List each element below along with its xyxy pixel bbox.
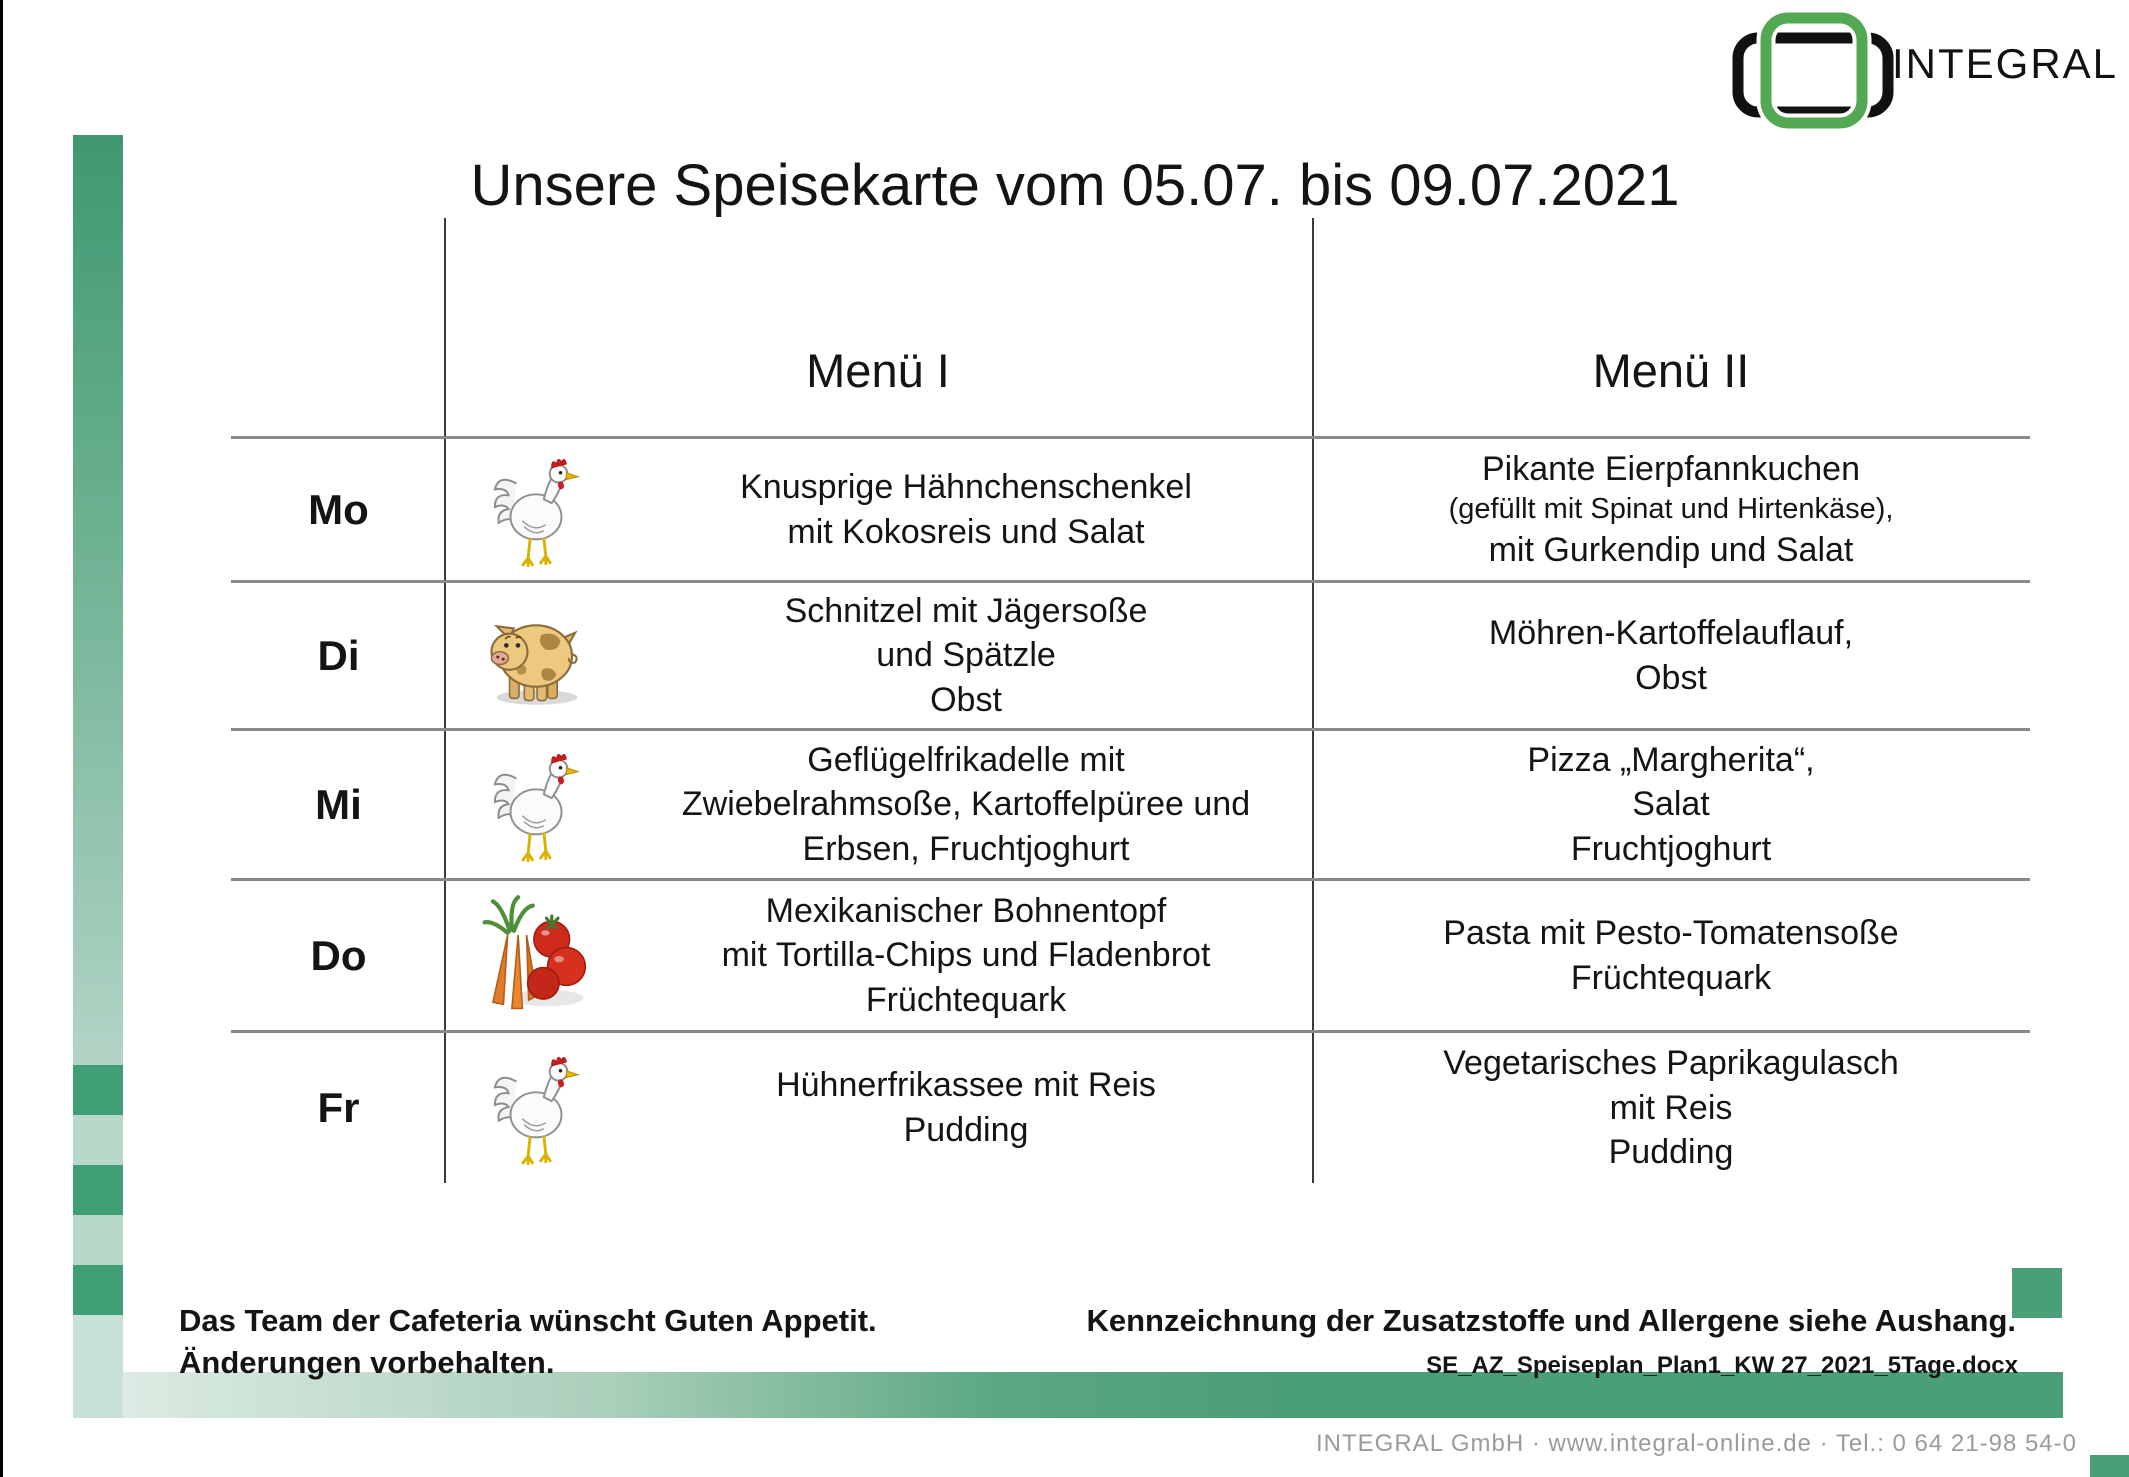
accent-square	[73, 1215, 123, 1265]
menu-line: mit Tortilla-Chips und Fladenbrot	[721, 936, 1211, 975]
accent-square	[73, 1165, 123, 1215]
left-accent-bar	[73, 135, 123, 1418]
day-label-di: Di	[317, 631, 360, 679]
footer-line: Änderungen vorbehalten.	[179, 1345, 555, 1381]
day-label-fr: Fr	[317, 1084, 360, 1131]
menu-line: Obst	[930, 680, 1002, 719]
chicken-icon	[452, 439, 620, 580]
day-label-mo: Mo	[308, 485, 369, 533]
menu-line: mit Gurkendip und Salat	[1488, 530, 1854, 569]
chicken-icon	[452, 731, 620, 878]
menu-line: Erbsen, Fruchtjoghurt	[802, 829, 1130, 868]
menu-line: Pasta mit Pesto-Tomatensoße	[1443, 913, 1899, 952]
menu-line: mit Kokosreis und Salat	[787, 512, 1145, 551]
menu-line: Mexikanischer Bohnentopf	[765, 891, 1167, 930]
page-left-border	[0, 0, 3, 1477]
menu-line: mit Reis	[1609, 1088, 1733, 1127]
accent-square	[73, 1065, 123, 1115]
menu1-di	[620, 583, 1312, 728]
footer-left-note	[179, 1300, 1079, 1385]
menu1-mo	[620, 439, 1312, 580]
menu1-mi	[620, 731, 1312, 878]
menu-line: Schnitzel mit Jägersoße	[784, 591, 1148, 630]
accent-square	[73, 1315, 123, 1418]
menu1-header: Menü I	[806, 343, 950, 397]
menu2-mo	[1312, 439, 2030, 580]
menu1-fr	[620, 1033, 1312, 1183]
integral-logo-icon	[1728, 8, 1903, 133]
chicken-icon	[452, 1033, 620, 1183]
menu-line: Möhren-Kartoffelauflauf,	[1488, 613, 1854, 652]
corner-accent-rect	[2090, 1455, 2129, 1477]
menu2-header: Menü II	[1592, 343, 1750, 397]
menu-line: Pikante Eierpfannkuchen	[1481, 449, 1861, 488]
accent-square	[73, 1115, 123, 1165]
footer-allergen-note: Kennzeichnung der Zusatzstoffe und Allergene siehe Aushang.	[1086, 1303, 2016, 1338]
right-accent-square	[2012, 1268, 2062, 1318]
menu-line: Pudding	[1608, 1133, 1734, 1172]
menu2-di	[1312, 583, 2030, 728]
left-accent-gradient	[73, 135, 123, 1065]
accent-square	[73, 1265, 123, 1315]
menu-line: Salat	[1632, 785, 1710, 824]
menu2-do	[1312, 881, 2030, 1030]
menu-line: Obst	[1635, 658, 1707, 697]
menu2-fr	[1312, 1033, 2030, 1183]
day-label-do: Do	[310, 931, 367, 979]
integral-logo-text: INTEGRAL	[1892, 40, 2119, 87]
page-title: Unsere Speisekarte vom 05.07. bis 09.07.2021	[470, 153, 1680, 218]
menu-line: Zwiebelrahmsoße, Kartoffelpüree und	[681, 785, 1251, 824]
menu-line: und Spätzle	[876, 636, 1056, 675]
menu-line: Hühnerfrikassee mit Reis	[776, 1066, 1156, 1105]
menu-line: Vegetarisches Paprikagulasch	[1443, 1044, 1899, 1083]
menu2-mi	[1312, 731, 2030, 878]
day-label-mi: Mi	[315, 780, 362, 828]
pig-icon	[452, 583, 620, 728]
menu-line: Pizza „Margherita“,	[1527, 740, 1815, 779]
menu-line: Früchtequark	[1570, 958, 1772, 997]
menu-line: Früchtequark	[865, 980, 1067, 1019]
menu-line: (gefüllt mit Spinat und Hirtenkäse),	[1448, 493, 1894, 526]
menu1-do	[620, 881, 1312, 1030]
footer-line: Das Team der Cafeteria wünscht Guten Appetit.	[179, 1303, 877, 1338]
menu-line: Pudding	[903, 1111, 1029, 1149]
menu-line: Knusprige Hähnchenschenkel	[740, 467, 1192, 506]
footer-company-line: INTEGRAL GmbH · www.integral-online.de · Tel.: 0 64 21-98 54-0	[1316, 1430, 2077, 1457]
menu-line: Fruchtjoghurt	[1570, 829, 1772, 868]
vegetables-icon	[452, 881, 620, 1030]
footer-filename: SE_AZ_Speiseplan_Plan1_KW 27_2021_5Tage.docx	[1426, 1352, 2018, 1379]
menu-line: Geflügelfrikadelle mit	[807, 740, 1125, 779]
